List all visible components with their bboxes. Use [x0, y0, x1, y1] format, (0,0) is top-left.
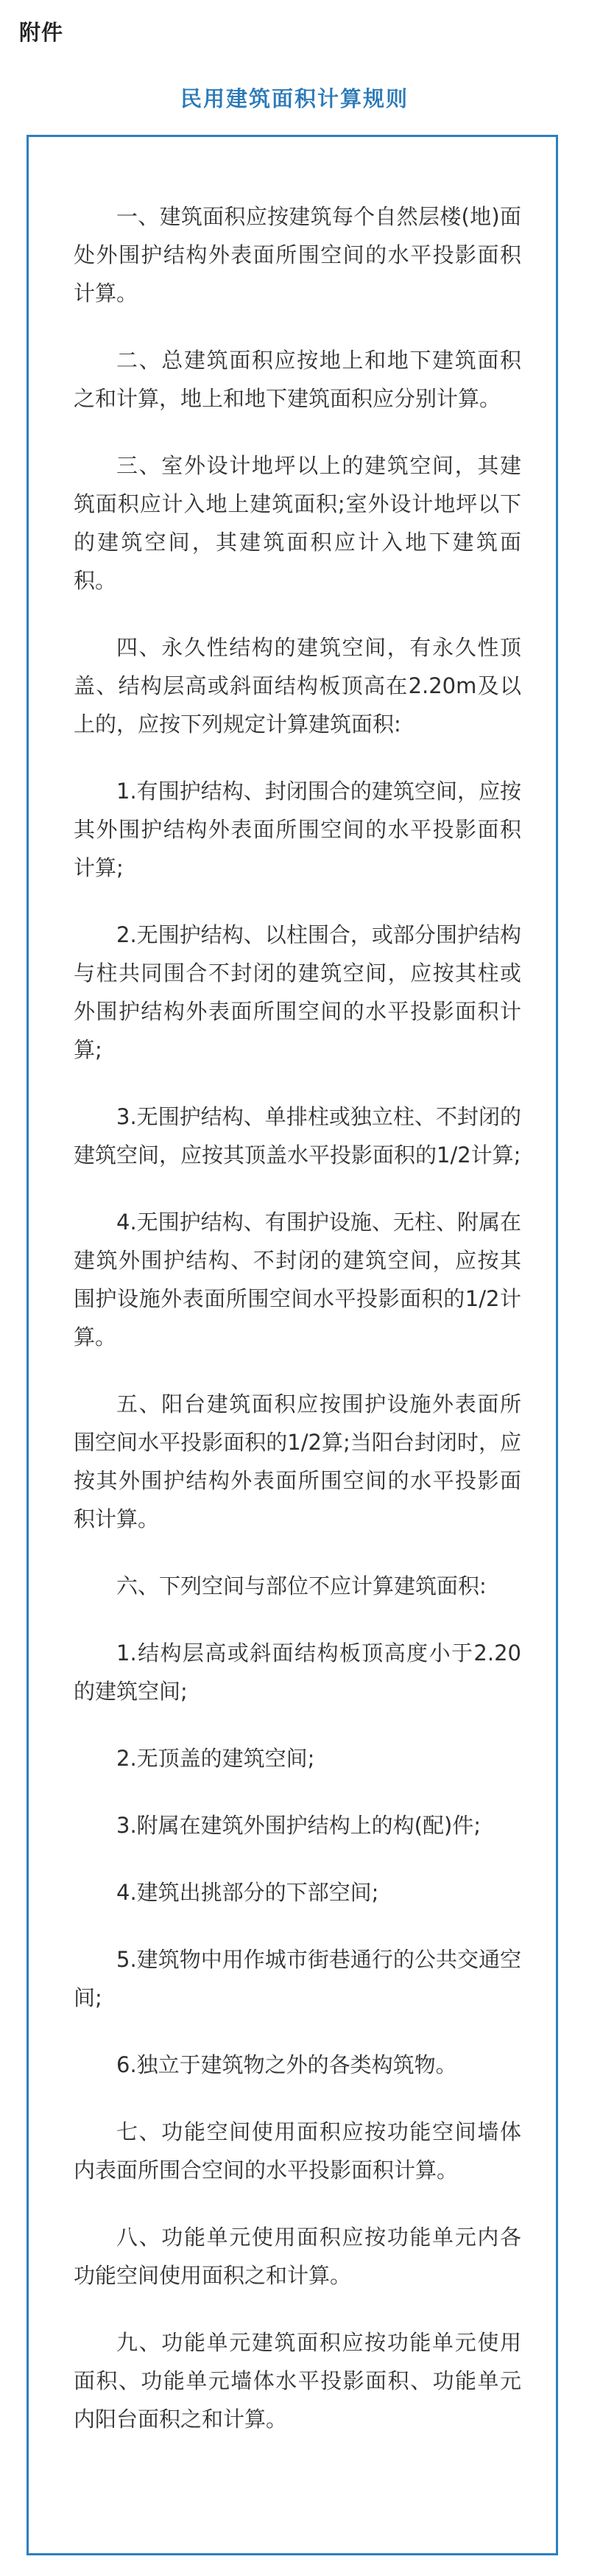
rule-4-item-3: 3.无围护结构、单排柱或独立柱、不封闭的建筑空间，应按其顶盖水平投影面积的1/2计算; — [74, 1104, 521, 1168]
rule-6-item-5: 5.建筑物中用作城市街巷通行的公共交通空间; — [74, 1947, 521, 2010]
rule-paragraph-7: 七、功能空间使用面积应按功能空间墙体内表面所围合空间的水平投影面积计算。 — [74, 2119, 521, 2183]
rule-6-item-4: 4.建筑出挑部分的下部空间; — [116, 1880, 379, 1905]
document-title: 民用建筑面积计算规则 — [180, 86, 409, 111]
rules-body — [74, 197, 521, 2438]
rule-paragraph-4: 四、永久性结构的建筑空间，有永久性顶盖、结构层高或斜面结构板顶高在2.20m及以上的，应按下列规定计算建筑面积: — [74, 635, 521, 737]
attachment-label: 附件 — [19, 20, 64, 45]
rule-paragraph-5: 五、阳台建筑面积应按围护设施外表面所围空间水平投影面积的1/2算;当阳台封闭时，应按其外围护结构外表面所围空间的水平投影面积计算。 — [74, 1391, 521, 1531]
rule-4-item-2: 2.无围护结构、以柱围合，或部分围护结构与柱共同围合不封闭的建筑空间，应按其柱或外围护结构外表面所围空间的水平投影面积计算; — [74, 922, 521, 1062]
rule-6-item-2: 2.无顶盖的建筑空间; — [116, 1746, 315, 1771]
rule-paragraph-1: 一、建筑面积应按建筑每个自然层楼(地)面处外围护结构外表面所围空间的水平投影面积计算。 — [74, 204, 521, 306]
rule-paragraph-6: 六、下列空间与部位不应计算建筑面积: — [116, 1573, 487, 1598]
rule-6-item-1: 1.结构层高或斜面结构板顶高度小于2.20的建筑空间; — [74, 1640, 521, 1704]
rule-6-item-6: 6.独立于建筑物之外的各类构筑物。 — [116, 2052, 457, 2077]
rule-4-item-1: 1.有围护结构、封闭围合的建筑空间，应按其外围护结构外表面所围空间的水平投影面积计算; — [74, 779, 521, 880]
rule-4-item-4: 4.无围护结构、有围护设施、无柱、附属在建筑外围护结构、不封闭的建筑空间，应按其围护设施外表面所围空间水平投影面积的1/2计算。 — [74, 1210, 521, 1350]
rule-paragraph-3: 三、室外设计地坪以上的建筑空间，其建筑面积应计入地上建筑面积;室外设计地坪以下的建筑空间，其建筑面积应计入地下建筑面积。 — [74, 453, 521, 593]
rule-paragraph-2: 二、总建筑面积应按地上和地下建筑面积之和计算，地上和地下建筑面积应分别计算。 — [74, 348, 521, 411]
rule-6-item-3: 3.附属在建筑外围护结构上的构(配)件; — [116, 1813, 482, 1838]
rule-paragraph-9: 九、功能单元建筑面积应按功能单元使用面积、功能单元墙体水平投影面积、功能单元内阳台面积之和计算。 — [74, 2330, 521, 2432]
rule-paragraph-8: 八、功能单元使用面积应按功能单元内各功能空间使用面积之和计算。 — [74, 2225, 521, 2288]
